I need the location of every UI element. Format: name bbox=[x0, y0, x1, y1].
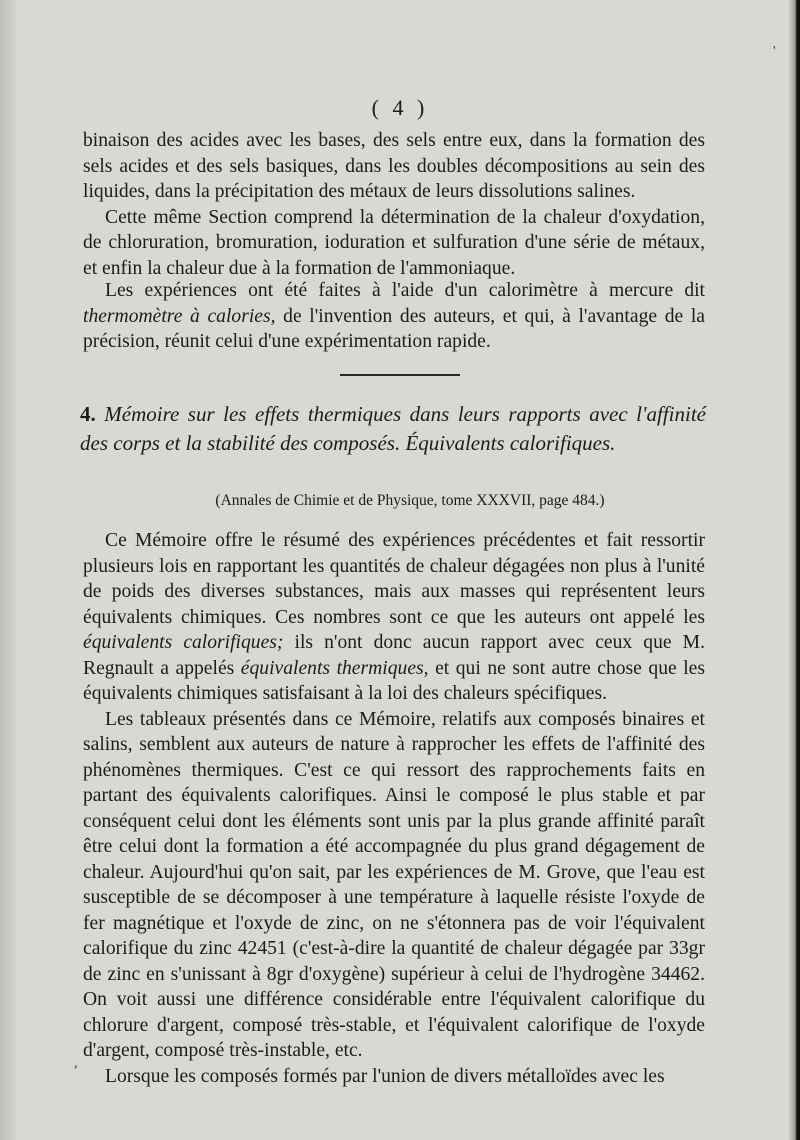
page-left-shadow bbox=[0, 0, 18, 1140]
summary-italic-calorific: équivalents calorifiques; bbox=[83, 632, 284, 653]
calorimeter-italic-term: thermomètre à calories, bbox=[83, 305, 276, 327]
paragraph-compounds: Lorsque les composés formés par l'union de divers métalloïdes avec les bbox=[105, 1065, 665, 1087]
summary-italic-thermal: équivalents thermiques, bbox=[240, 657, 429, 679]
section-a-methods bbox=[83, 278, 705, 355]
summary-text-a: Ce Mémoire offre le résumé des expériences précédentes et fait ressortir plusieurs lois en rapportant les quantités de chaleur dégagées non plus à l'unité de poids des diverses substances, mais aux masses qui représentent leurs équivalents chimiques. Ces nombres sont ce que les auteurs ont appelé les bbox=[83, 530, 705, 628]
paragraph-summary bbox=[83, 528, 705, 707]
memoir-body bbox=[83, 528, 705, 1089]
margin-mark: ' bbox=[773, 44, 776, 59]
paragraph-calorimeter bbox=[83, 278, 705, 355]
summary-text-c: et qui ne sont autre chose que les équivalents chimiques satisfaisant à la loi des chaleurs spécifiques. bbox=[83, 657, 705, 704]
section-a-text bbox=[83, 128, 705, 281]
memoir-heading bbox=[80, 400, 706, 457]
margin-mark: , bbox=[74, 1056, 78, 1071]
paragraph-continuation: binaison des acides avec les bases, des sels entre eux, dans la formation des sels acides et des sels basiques, dans les doubles décompositions au sein des liquides, dans la précipitation des métaux de leurs dissolutions salines. bbox=[83, 130, 705, 202]
memoir-title: Mémoire sur les effets thermiques dans leurs rapports avec l'affinité des corps et la stabilité des composés. Équivalents calorifiques. bbox=[80, 402, 706, 455]
paragraph-section-scope: Cette même Section comprend la détermination de la chaleur d'oxydation, de chloruration, bromuration, ioduration et sulfuration d'une série de métaux, et enfin la chaleur due à la formation de l'ammoniaque. bbox=[83, 206, 705, 279]
section-divider bbox=[340, 374, 460, 376]
page-number: ( 4 ) bbox=[371, 95, 429, 120]
memoir-source-citation: (Annales de Chimie et de Physique, tome XXXVII, page 484.) bbox=[215, 492, 605, 509]
memoir-number: 4. bbox=[80, 402, 96, 426]
page-right-edge bbox=[788, 0, 800, 1140]
paragraph-tables: Les tableaux présentés dans ce Mémoire, relatifs aux composés binaires et salins, semblent aux auteurs de nature à rapprocher les effets de l'affinité des phénomènes thermiques. C'est ce qui ressort des rapprochements faits en partant des équivalents calorifiques. Ainsi le composé le plus stable et par conséquent celui dont les éléments sont unis par la plus grande affinité paraît être celui dont la formation a été accompagnée du plus grand dégagement de chaleur. Aujourd'hui qu'on sait, par les expériences de M. Grove, que l'eau est susceptible de se décomposer à une température à laquelle résiste l'oxyde de fer magnétique et l'oxyde de zinc, on ne s'étonnera pas de voir l'équivalent calorifique du zinc 42451 (c'est-à-dire la quantité de chaleur dégagée par 33gr de zinc en s'unissant à 8gr d'oxygène) supérieur à celui de l'hydrogène 34462. On voit aussi une différence considérable entre l'équivalent calorifique du chlorure d'argent, composé très-stable, et l'équivalent calorifique de l'oxyde d'argent, composé très-instable, etc. bbox=[83, 708, 705, 1061]
calorimeter-text-end: de l'invention des auteurs, et qui, à l'avantage de la précision, réunit celui d'une expérimentation rapide. bbox=[83, 305, 705, 352]
calorimeter-text-start: Les expériences ont été faites à l'aide d'un calorimètre à mercure dit bbox=[105, 280, 705, 301]
summary-text-b: ils n'ont donc aucun rapport avec ceux que M. Regnault a appelés bbox=[83, 632, 705, 679]
